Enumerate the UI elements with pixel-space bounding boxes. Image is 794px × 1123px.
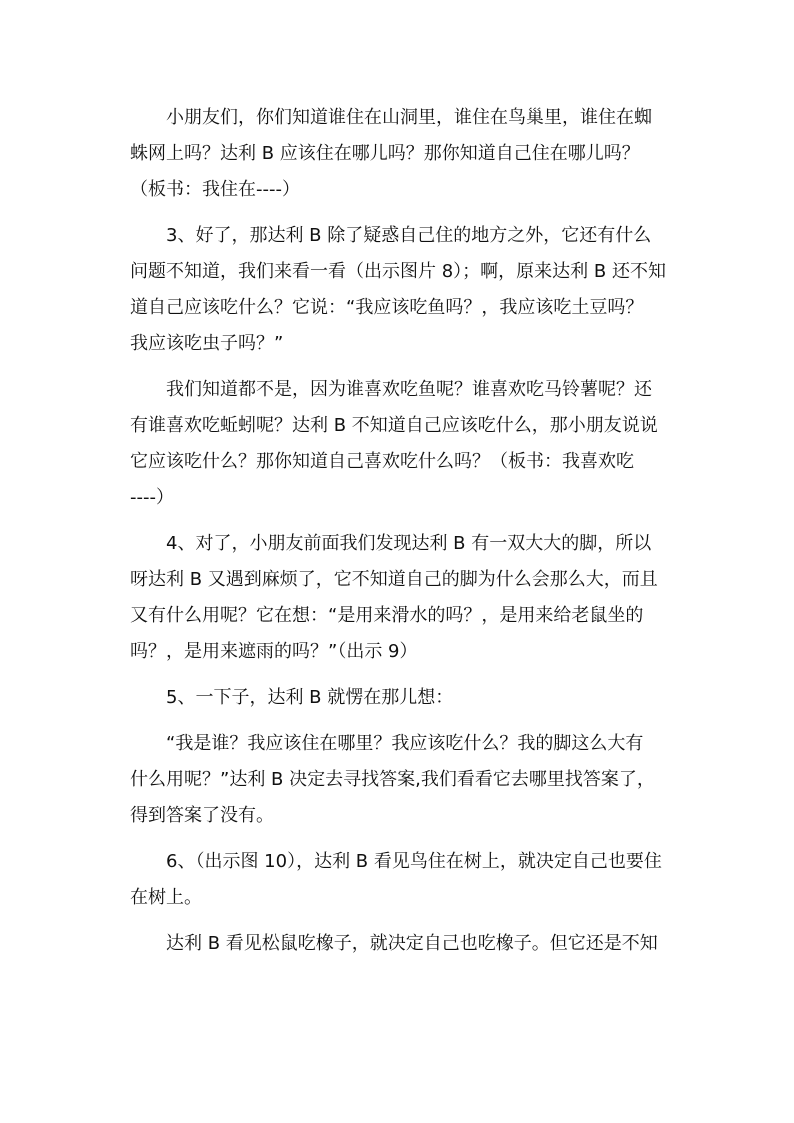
text-line: 有谁喜欢吃蚯蚓呢？达利 B 不知道自己应该吃什么，那小朋友说说: [130, 415, 658, 436]
text-line: 什么用呢？”达利 B 决定去寻找答案,我们看看它去哪里找答案了，: [130, 769, 655, 790]
text-line: 3、好了，那达利 B 除了疑惑自己住的地方之外，它还有什么: [166, 225, 652, 246]
text-line: 我应该吃虫子吗？”: [130, 333, 284, 354]
text-line: （板书：我住在----）: [130, 179, 300, 200]
text-line: 我们知道都不是，因为谁喜欢吃鱼呢？谁喜欢吃马铃薯呢？还: [166, 379, 652, 400]
text-line: 4、对了，小朋友前面我们发现达利 B 有一双大大的脚，所以: [166, 533, 652, 554]
document-body: [130, 100, 670, 962]
text-line: 道自己应该吃什么？它说：“我应该吃鱼吗？，我应该吃土豆吗？: [130, 297, 644, 318]
text-line: 它应该吃什么？那你知道自己喜欢吃什么吗？（板书：我喜欢吃: [130, 451, 634, 472]
text-line: ----）: [130, 487, 174, 508]
text-line: 吗？，是用来遮雨的吗？”（出示 9）: [130, 641, 418, 662]
text-line: 又有什么用呢？它在想：“是用来滑水的吗？，是用来给老鼠坐的: [130, 605, 644, 626]
text-line: 呀达利 B 又遇到麻烦了，它不知道自己的脚为什么会那么大，而且: [130, 569, 658, 590]
text-line: 得到答案了没有。: [130, 805, 274, 826]
text-line: 6、（出示图 10），达利 B 看见鸟住在树上，就决定自己也要住: [166, 851, 662, 872]
text-line: 达利 B 看见松鼠吃橡子，就决定自己也吃橡子。但它还是不知: [166, 933, 658, 954]
text-line: 蛛网上吗？达利 B 应该住在哪儿吗？那你知道自己住在哪儿吗？: [130, 143, 640, 164]
text-line: 小朋友们，你们知道谁住在山洞里，谁住在鸟巢里，谁住在蜘: [166, 107, 652, 128]
text-line: 问题不知道，我们来看一看（出示图片 8）；啊，原来达利 B 还不知: [130, 261, 666, 282]
text-line: “我是谁？我应该住在哪里？我应该吃什么？我的脚这么大有: [166, 733, 644, 754]
text-line: 5、一下子，达利 B 就愣在那儿想：: [166, 687, 454, 708]
text-line: 在树上。: [130, 887, 202, 908]
